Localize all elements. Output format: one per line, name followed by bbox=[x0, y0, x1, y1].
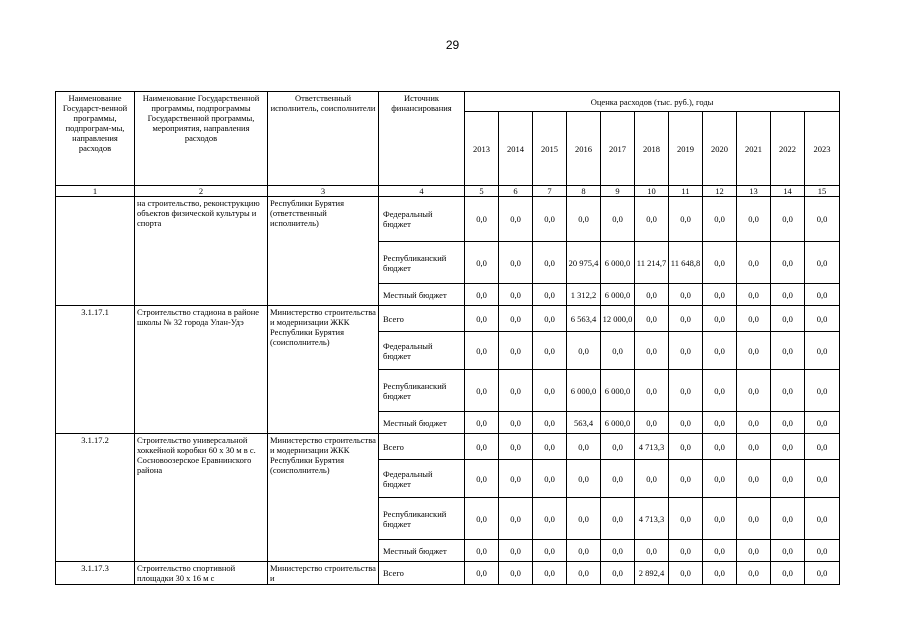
index-cell: 4 bbox=[379, 186, 465, 197]
index-cell: 3 bbox=[268, 186, 379, 197]
value-cell: 0,0 bbox=[465, 197, 499, 242]
year-cell: 2020 bbox=[703, 112, 737, 186]
value-cell: 0,0 bbox=[601, 562, 635, 585]
index-row bbox=[56, 186, 840, 197]
value-cell: 0,0 bbox=[465, 370, 499, 412]
item-executor: Министерство строительства и модернизации ЖКК Республики Бурятия (соисполнитель) bbox=[268, 306, 379, 434]
budget-table bbox=[55, 91, 840, 585]
value-cell: 0,0 bbox=[771, 370, 805, 412]
value-cell: 0,0 bbox=[805, 242, 840, 284]
item-executor: Министерство строительства и модернизации ЖКК Республики Бурятия (соисполнитель) bbox=[268, 434, 379, 562]
value-cell: 0,0 bbox=[499, 498, 533, 540]
index-cell: 14 bbox=[771, 186, 805, 197]
value-cell: 0,0 bbox=[771, 284, 805, 306]
year-cell: 2014 bbox=[499, 112, 533, 186]
value-cell: 0,0 bbox=[465, 242, 499, 284]
value-cell: 11 648,8 bbox=[669, 242, 703, 284]
value-cell: 0,0 bbox=[635, 306, 669, 332]
value-cell: 0,0 bbox=[737, 197, 771, 242]
index-cell: 6 bbox=[499, 186, 533, 197]
value-cell: 0,0 bbox=[533, 370, 567, 412]
funding-source: Местный бюджет bbox=[379, 540, 465, 562]
value-cell: 6 000,0 bbox=[601, 242, 635, 284]
value-cell: 1 312,2 bbox=[567, 284, 601, 306]
item-name: Строительство стадиона в районе школы № 32 города Улан-Удэ bbox=[135, 306, 268, 434]
value-cell: 6 000,0 bbox=[601, 412, 635, 434]
value-cell: 0,0 bbox=[669, 562, 703, 585]
index-cell: 13 bbox=[737, 186, 771, 197]
value-cell: 0,0 bbox=[499, 562, 533, 585]
value-cell: 0,0 bbox=[635, 412, 669, 434]
value-cell: 20 975,4 bbox=[567, 242, 601, 284]
value-cell: 0,0 bbox=[805, 197, 840, 242]
value-cell: 0,0 bbox=[533, 412, 567, 434]
index-cell: 7 bbox=[533, 186, 567, 197]
value-cell: 0,0 bbox=[703, 242, 737, 284]
value-cell: 0,0 bbox=[533, 460, 567, 498]
value-cell: 0,0 bbox=[635, 197, 669, 242]
value-cell: 0,0 bbox=[465, 498, 499, 540]
value-cell: 0,0 bbox=[771, 562, 805, 585]
value-cell: 0,0 bbox=[567, 332, 601, 370]
value-cell: 0,0 bbox=[499, 460, 533, 498]
value-cell: 0,0 bbox=[533, 434, 567, 460]
value-cell: 0,0 bbox=[669, 540, 703, 562]
value-cell: 0,0 bbox=[771, 540, 805, 562]
value-cell: 0,0 bbox=[805, 460, 840, 498]
value-cell: 0,0 bbox=[805, 498, 840, 540]
index-cell: 11 bbox=[669, 186, 703, 197]
funding-source: Всего bbox=[379, 306, 465, 332]
value-cell: 0,0 bbox=[805, 370, 840, 412]
value-cell: 0,0 bbox=[635, 284, 669, 306]
value-cell: 0,0 bbox=[669, 284, 703, 306]
value-cell: 0,0 bbox=[465, 434, 499, 460]
value-cell: 0,0 bbox=[737, 498, 771, 540]
value-cell: 0,0 bbox=[703, 460, 737, 498]
value-cell: 0,0 bbox=[737, 242, 771, 284]
value-cell: 0,0 bbox=[669, 434, 703, 460]
value-cell: 0,0 bbox=[465, 306, 499, 332]
value-cell: 0,0 bbox=[499, 306, 533, 332]
value-cell: 0,0 bbox=[771, 434, 805, 460]
value-cell: 6 563,4 bbox=[567, 306, 601, 332]
value-cell: 0,0 bbox=[703, 332, 737, 370]
value-cell: 0,0 bbox=[567, 498, 601, 540]
value-cell: 0,0 bbox=[499, 332, 533, 370]
year-cell: 2017 bbox=[601, 112, 635, 186]
funding-source: Республиканский бюджет bbox=[379, 498, 465, 540]
value-cell: 0,0 bbox=[465, 332, 499, 370]
index-cell: 15 bbox=[805, 186, 840, 197]
value-cell: 563,4 bbox=[567, 412, 601, 434]
value-cell: 0,0 bbox=[737, 540, 771, 562]
value-cell: 0,0 bbox=[567, 562, 601, 585]
year-cell: 2018 bbox=[635, 112, 669, 186]
value-cell: 0,0 bbox=[499, 434, 533, 460]
value-cell: 0,0 bbox=[465, 412, 499, 434]
index-cell: 2 bbox=[135, 186, 268, 197]
funding-source: Республиканский бюджет bbox=[379, 370, 465, 412]
value-cell: 0,0 bbox=[805, 412, 840, 434]
value-cell: 0,0 bbox=[805, 434, 840, 460]
value-cell: 0,0 bbox=[499, 242, 533, 284]
value-cell: 0,0 bbox=[669, 306, 703, 332]
value-cell: 6 000,0 bbox=[601, 284, 635, 306]
table-row bbox=[56, 306, 840, 332]
value-cell: 0,0 bbox=[771, 332, 805, 370]
value-cell: 0,0 bbox=[465, 460, 499, 498]
value-cell: 0,0 bbox=[669, 498, 703, 540]
table-row bbox=[56, 562, 840, 585]
value-cell: 0,0 bbox=[533, 332, 567, 370]
index-cell: 8 bbox=[567, 186, 601, 197]
value-cell: 0,0 bbox=[533, 562, 567, 585]
value-cell: 0,0 bbox=[703, 434, 737, 460]
funding-source: Федеральный бюджет bbox=[379, 197, 465, 242]
value-cell: 0,0 bbox=[499, 412, 533, 434]
item-code bbox=[56, 197, 135, 306]
value-cell: 0,0 bbox=[635, 332, 669, 370]
value-cell: 0,0 bbox=[601, 498, 635, 540]
value-cell: 0,0 bbox=[601, 460, 635, 498]
value-cell: 0,0 bbox=[805, 562, 840, 585]
item-name: на строительство, реконструкцию объектов физической культуры и спорта bbox=[135, 197, 268, 306]
value-cell: 0,0 bbox=[805, 306, 840, 332]
value-cell: 0,0 bbox=[567, 540, 601, 562]
page-number: 29 bbox=[445, 38, 460, 52]
index-cell: 5 bbox=[465, 186, 499, 197]
value-cell: 0,0 bbox=[703, 562, 737, 585]
value-cell: 0,0 bbox=[567, 460, 601, 498]
value-cell: 0,0 bbox=[805, 332, 840, 370]
value-cell: 0,0 bbox=[465, 284, 499, 306]
value-cell: 0,0 bbox=[703, 306, 737, 332]
value-cell: 0,0 bbox=[635, 460, 669, 498]
value-cell: 0,0 bbox=[703, 197, 737, 242]
item-name: Строительство спортивной площадки 30 х 16 м с bbox=[135, 562, 268, 585]
item-code: 3.1.17.3 bbox=[56, 562, 135, 585]
value-cell: 0,0 bbox=[703, 370, 737, 412]
value-cell: 0,0 bbox=[703, 540, 737, 562]
header-cell-name: Наименование Государственной программы, подпрограммы Государственной программы, мероприятия, направления расходов bbox=[135, 92, 268, 186]
year-cell: 2023 bbox=[805, 112, 840, 186]
value-cell: 0,0 bbox=[703, 498, 737, 540]
header-row bbox=[56, 92, 840, 112]
header-cell-estimate: Оценка расходов (тыс. руб.), годы bbox=[465, 92, 840, 112]
value-cell: 0,0 bbox=[703, 284, 737, 306]
item-code: 3.1.17.1 bbox=[56, 306, 135, 434]
value-cell: 0,0 bbox=[499, 197, 533, 242]
value-cell: 0,0 bbox=[533, 306, 567, 332]
index-cell: 10 bbox=[635, 186, 669, 197]
header-cell-executor: Ответственный исполнитель, соисполнители bbox=[268, 92, 379, 186]
year-cell: 2019 bbox=[669, 112, 703, 186]
value-cell: 0,0 bbox=[567, 434, 601, 460]
funding-source: Республиканский бюджет bbox=[379, 242, 465, 284]
value-cell: 0,0 bbox=[669, 197, 703, 242]
value-cell: 0,0 bbox=[771, 412, 805, 434]
value-cell: 0,0 bbox=[533, 540, 567, 562]
value-cell: 0,0 bbox=[737, 412, 771, 434]
year-cell: 2015 bbox=[533, 112, 567, 186]
year-cell: 2022 bbox=[771, 112, 805, 186]
value-cell: 0,0 bbox=[737, 284, 771, 306]
funding-source: Федеральный бюджет bbox=[379, 460, 465, 498]
value-cell: 0,0 bbox=[533, 284, 567, 306]
value-cell: 0,0 bbox=[771, 242, 805, 284]
header-cell-program: Наименование Государст-венной программы, подпрограм-мы, направления расходов bbox=[56, 92, 135, 186]
value-cell: 0,0 bbox=[465, 540, 499, 562]
funding-source: Федеральный бюджет bbox=[379, 332, 465, 370]
value-cell: 0,0 bbox=[805, 540, 840, 562]
value-cell: 0,0 bbox=[737, 332, 771, 370]
value-cell: 0,0 bbox=[771, 498, 805, 540]
year-cell: 2021 bbox=[737, 112, 771, 186]
funding-source: Всего bbox=[379, 562, 465, 585]
value-cell: 11 214,7 bbox=[635, 242, 669, 284]
value-cell: 0,0 bbox=[737, 562, 771, 585]
value-cell: 2 892,4 bbox=[635, 562, 669, 585]
value-cell: 0,0 bbox=[737, 460, 771, 498]
value-cell: 0,0 bbox=[771, 306, 805, 332]
value-cell: 0,0 bbox=[499, 370, 533, 412]
value-cell: 4 713,3 bbox=[635, 498, 669, 540]
value-cell: 0,0 bbox=[737, 434, 771, 460]
year-cell: 2016 bbox=[567, 112, 601, 186]
value-cell: 0,0 bbox=[669, 412, 703, 434]
value-cell: 0,0 bbox=[703, 412, 737, 434]
value-cell: 0,0 bbox=[533, 197, 567, 242]
funding-source: Местный бюджет bbox=[379, 284, 465, 306]
value-cell: 6 000,0 bbox=[567, 370, 601, 412]
index-cell: 12 bbox=[703, 186, 737, 197]
funding-source: Всего bbox=[379, 434, 465, 460]
value-cell: 0,0 bbox=[737, 370, 771, 412]
value-cell: 0,0 bbox=[669, 332, 703, 370]
table-row bbox=[56, 434, 840, 460]
value-cell: 0,0 bbox=[805, 284, 840, 306]
value-cell: 0,0 bbox=[533, 498, 567, 540]
value-cell: 0,0 bbox=[771, 460, 805, 498]
item-code: 3.1.17.2 bbox=[56, 434, 135, 562]
header-cell-source: Источник финансирования bbox=[379, 92, 465, 186]
value-cell: 0,0 bbox=[567, 197, 601, 242]
year-cell: 2013 bbox=[465, 112, 499, 186]
index-cell: 1 bbox=[56, 186, 135, 197]
value-cell: 0,0 bbox=[533, 242, 567, 284]
value-cell: 0,0 bbox=[499, 540, 533, 562]
item-executor: Республики Бурятия (ответственный исполнитель) bbox=[268, 197, 379, 306]
value-cell: 0,0 bbox=[771, 197, 805, 242]
item-executor: Министерство строительства и bbox=[268, 562, 379, 585]
value-cell: 0,0 bbox=[465, 562, 499, 585]
value-cell: 0,0 bbox=[669, 460, 703, 498]
value-cell: 0,0 bbox=[669, 370, 703, 412]
table-row bbox=[56, 197, 840, 242]
value-cell: 12 000,0 bbox=[601, 306, 635, 332]
index-cell: 9 bbox=[601, 186, 635, 197]
value-cell: 0,0 bbox=[601, 540, 635, 562]
funding-source: Местный бюджет bbox=[379, 412, 465, 434]
value-cell: 0,0 bbox=[601, 434, 635, 460]
value-cell: 0,0 bbox=[499, 284, 533, 306]
value-cell: 0,0 bbox=[635, 540, 669, 562]
value-cell: 6 000,0 bbox=[601, 370, 635, 412]
value-cell: 0,0 bbox=[601, 332, 635, 370]
value-cell: 0,0 bbox=[601, 197, 635, 242]
value-cell: 4 713,3 bbox=[635, 434, 669, 460]
item-name: Строительство универсальной хоккейной коробки 60 х 30 м в с. Сосновоозерское Еравнинского района bbox=[135, 434, 268, 562]
value-cell: 0,0 bbox=[737, 306, 771, 332]
value-cell: 0,0 bbox=[635, 370, 669, 412]
